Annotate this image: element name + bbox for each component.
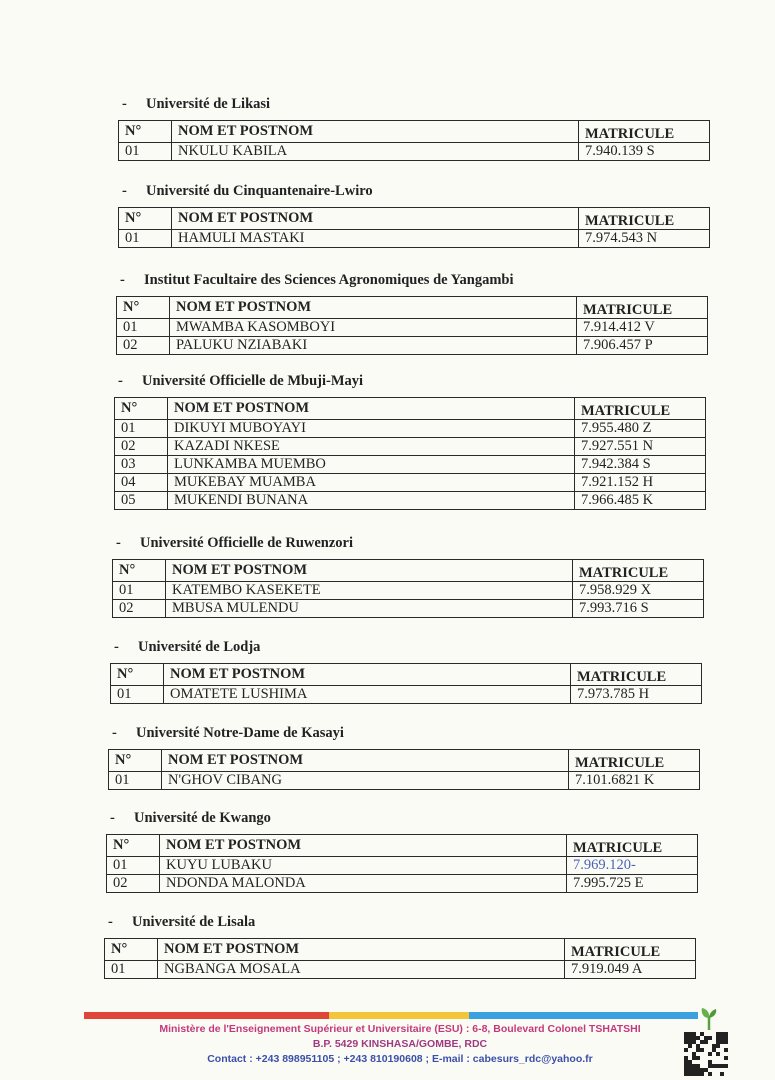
header-name: NOM ET POSTNOM <box>172 121 579 143</box>
header-matricule: MATRICULE <box>577 297 708 319</box>
sprout-logo-icon <box>698 1006 720 1030</box>
university-heading <box>120 270 708 290</box>
header-no: N° <box>119 121 172 143</box>
cell-name: OMATETE LUSHIMA <box>164 686 571 704</box>
qr-module <box>700 1068 704 1072</box>
qr-module <box>684 1072 688 1076</box>
qr-module <box>716 1052 720 1056</box>
cell-matricule: 7.940.139 S <box>579 143 710 161</box>
university-name: Université du Cinquantenaire-Lwiro <box>146 183 373 199</box>
header-name: NOM ET POSTNOM <box>162 750 569 772</box>
qr-module <box>688 1060 692 1064</box>
cell-matricule: 7.921.152 H <box>575 474 706 492</box>
table-row <box>113 582 704 600</box>
cell-no: 02 <box>115 438 168 456</box>
qr-module <box>704 1040 708 1044</box>
qr-module <box>712 1064 716 1068</box>
table-row <box>117 319 708 337</box>
qr-module <box>684 1064 688 1068</box>
cell-matricule: 7.966.485 K <box>575 492 706 510</box>
qr-module <box>684 1048 688 1052</box>
university-name: Université de Likasi <box>146 96 271 112</box>
cell-matricule: 7.101.6821 K <box>569 772 700 790</box>
qr-module <box>716 1044 720 1048</box>
cell-matricule: 7.973.785 H <box>571 686 702 704</box>
cell-no: 01 <box>115 420 168 438</box>
cell-matricule: 7.955.480 Z <box>575 420 706 438</box>
cell-no: 03 <box>115 456 168 474</box>
header-name: NOM ET POSTNOM <box>160 835 567 857</box>
cell-matricule: 7.942.384 S <box>575 456 706 474</box>
qr-module <box>704 1068 708 1072</box>
qr-module <box>708 1064 712 1068</box>
qr-module <box>724 1040 728 1044</box>
qr-module <box>684 1056 688 1060</box>
university-name: Université de Kwango <box>134 810 271 826</box>
list-dash: - <box>108 914 113 930</box>
university-heading <box>122 94 710 114</box>
qr-module <box>708 1060 712 1064</box>
table-header-row <box>107 835 698 857</box>
cell-name: KUYU LUBAKU <box>160 857 567 875</box>
university-name: Université de Lodja <box>138 639 261 655</box>
qr-module <box>688 1036 692 1040</box>
qr-module <box>724 1064 728 1068</box>
qr-module <box>712 1048 716 1052</box>
cell-name: NKULU KABILA <box>172 143 579 161</box>
university-section <box>116 533 704 618</box>
qr-module <box>684 1040 688 1044</box>
university-section <box>114 637 702 704</box>
qr-module <box>700 1032 704 1036</box>
qr-module <box>720 1036 724 1040</box>
university-name: Université Notre-Dame de Kasayi <box>136 725 344 741</box>
qr-module <box>692 1072 696 1076</box>
qr-module <box>684 1036 688 1040</box>
qr-module <box>692 1052 696 1056</box>
cell-name: HAMULI MASTAKI <box>172 230 579 248</box>
qr-module <box>696 1036 700 1040</box>
cell-name: MWAMBA KASOMBOYI <box>170 319 577 337</box>
qr-module <box>688 1044 692 1048</box>
university-heading <box>118 371 706 391</box>
student-table <box>104 938 696 979</box>
qr-module <box>724 1032 728 1036</box>
university-heading <box>114 637 702 657</box>
list-dash: - <box>120 272 125 288</box>
cell-no: 01 <box>111 686 164 704</box>
header-matricule: MATRICULE <box>579 208 710 230</box>
header-no: N° <box>113 560 166 582</box>
header-matricule: MATRICULE <box>565 939 696 961</box>
qr-module <box>696 1056 700 1060</box>
qr-module <box>708 1052 712 1056</box>
cell-matricule: 7.914.412 V <box>577 319 708 337</box>
university-name: Université Officielle de Mbuji-Mayi <box>142 373 364 389</box>
cell-no: 02 <box>107 875 160 893</box>
table-row <box>119 230 710 248</box>
list-dash: - <box>112 725 117 741</box>
qr-module <box>684 1032 688 1036</box>
qr-module <box>688 1068 692 1072</box>
cell-no: 02 <box>113 600 166 618</box>
university-heading <box>110 808 698 828</box>
cell-matricule: 7.974.543 N <box>579 230 710 248</box>
qr-module <box>688 1032 692 1036</box>
table-header-row <box>113 560 704 582</box>
header-no: N° <box>105 939 158 961</box>
university-name: Institut Facultaire des Sciences Agronomiques de Yangambi <box>144 272 514 288</box>
list-dash: - <box>114 639 119 655</box>
qr-module <box>696 1072 700 1076</box>
qr-module <box>688 1072 692 1076</box>
table-row <box>115 438 706 456</box>
list-dash: - <box>110 810 115 826</box>
qr-module <box>696 1068 700 1072</box>
table-header-row <box>109 750 700 772</box>
cell-no: 01 <box>107 857 160 875</box>
qr-module <box>696 1044 700 1048</box>
qr-module <box>708 1036 712 1040</box>
qr-code-icon <box>684 1032 728 1076</box>
table-row <box>119 143 710 161</box>
cell-no: 02 <box>117 337 170 355</box>
footer-bar-blue <box>469 1012 698 1019</box>
header-matricule: MATRICULE <box>567 835 698 857</box>
qr-module <box>704 1036 708 1040</box>
qr-module <box>716 1064 720 1068</box>
university-section <box>122 181 710 248</box>
student-table <box>114 397 706 510</box>
qr-module <box>716 1032 720 1036</box>
header-matricule: MATRICULE <box>569 750 700 772</box>
table-row <box>113 600 704 618</box>
qr-module <box>720 1064 724 1068</box>
table-row <box>109 772 700 790</box>
university-heading <box>122 181 710 201</box>
student-table <box>116 296 708 355</box>
header-no: N° <box>111 664 164 686</box>
footer-bar-red <box>84 1012 329 1019</box>
header-no: N° <box>115 398 168 420</box>
university-heading <box>112 723 700 743</box>
list-dash: - <box>122 183 127 199</box>
qr-module <box>684 1060 688 1064</box>
cell-name: LUNKAMBA MUEMBO <box>168 456 575 474</box>
cell-matricule: 7.927.551 N <box>575 438 706 456</box>
table-row <box>117 337 708 355</box>
table-header-row <box>117 297 708 319</box>
university-heading <box>116 533 704 553</box>
cell-matricule: 7.906.457 P <box>577 337 708 355</box>
qr-module <box>716 1040 720 1044</box>
cell-name: DIKUYI MUBOYAYI <box>168 420 575 438</box>
qr-module <box>692 1056 696 1060</box>
university-section <box>118 371 706 510</box>
cell-name: MUKENDI BUNANA <box>168 492 575 510</box>
table-header-row <box>119 208 710 230</box>
cell-name: NDONDA MALONDA <box>160 875 567 893</box>
qr-module <box>688 1064 692 1068</box>
qr-module <box>696 1048 700 1052</box>
cell-name: KATEMBO KASEKETE <box>166 582 573 600</box>
cell-no: 04 <box>115 474 168 492</box>
university-heading <box>108 912 696 932</box>
qr-module <box>684 1068 688 1072</box>
footer <box>120 1022 680 1067</box>
header-no: N° <box>117 297 170 319</box>
header-name: NOM ET POSTNOM <box>170 297 577 319</box>
cell-no: 01 <box>105 961 158 979</box>
cell-no: 01 <box>113 582 166 600</box>
cell-no: 01 <box>109 772 162 790</box>
university-section <box>120 270 708 355</box>
qr-module <box>724 1048 728 1052</box>
cell-no: 01 <box>117 319 170 337</box>
table-row <box>107 875 698 893</box>
table-header-row <box>111 664 702 686</box>
qr-module <box>720 1072 724 1076</box>
university-name: Université de Lisala <box>132 914 256 930</box>
qr-module <box>708 1072 712 1076</box>
header-no: N° <box>107 835 160 857</box>
university-section <box>110 808 698 893</box>
footer-bar-yellow <box>329 1012 469 1019</box>
qr-module <box>692 1036 696 1040</box>
student-table <box>118 207 710 248</box>
header-name: NOM ET POSTNOM <box>164 664 571 686</box>
table-row <box>115 456 706 474</box>
header-matricule: MATRICULE <box>575 398 706 420</box>
cell-no: 01 <box>119 143 172 161</box>
cell-name: N'GHOV CIBANG <box>162 772 569 790</box>
cell-matricule: 7.969.120- <box>567 857 698 875</box>
header-no: N° <box>119 208 172 230</box>
qr-module <box>688 1040 692 1044</box>
cell-no: 05 <box>115 492 168 510</box>
qr-module <box>716 1036 720 1040</box>
header-name: NOM ET POSTNOM <box>172 208 579 230</box>
header-name: NOM ET POSTNOM <box>168 398 575 420</box>
qr-module <box>700 1072 704 1076</box>
table-row <box>115 492 706 510</box>
footer-color-bar <box>84 1012 698 1019</box>
footer-contact-line: Contact : +243 898951105 ; +243 810190608 ; E-mail : cabesurs_rdc@yahoo.fr <box>207 1053 593 1065</box>
table-header-row <box>105 939 696 961</box>
university-section <box>112 723 700 790</box>
qr-module <box>712 1044 716 1048</box>
qr-module <box>720 1032 724 1036</box>
header-matricule: MATRICULE <box>579 121 710 143</box>
cell-name: KAZADI NKESE <box>168 438 575 456</box>
table-header-row <box>115 398 706 420</box>
footer-address-line: Ministère de l'Enseignement Supérieur et Universitaire (ESU) : 6-8, Boulevard Colonel TSHATSHI <box>159 1023 641 1035</box>
student-table <box>106 834 698 893</box>
qr-module <box>692 1064 696 1068</box>
header-matricule: MATRICULE <box>573 560 704 582</box>
footer-po-box-line: B.P. 5429 KINSHASA/GOMBE, RDC <box>312 1038 488 1050</box>
header-name: NOM ET POSTNOM <box>166 560 573 582</box>
cell-name: MBUSA MULENDU <box>166 600 573 618</box>
cell-name: NGBANGA MOSALA <box>158 961 565 979</box>
table-row <box>105 961 696 979</box>
header-no: N° <box>109 750 162 772</box>
university-section <box>108 912 696 979</box>
table-row <box>115 420 706 438</box>
list-dash: - <box>116 535 121 551</box>
list-dash: - <box>118 373 123 389</box>
cell-matricule: 7.919.049 A <box>565 961 696 979</box>
cell-name: PALUKU NZIABAKI <box>170 337 577 355</box>
qr-module <box>692 1040 696 1044</box>
qr-module <box>692 1068 696 1072</box>
cell-name: MUKEBAY MUAMBA <box>168 474 575 492</box>
student-table <box>112 559 704 618</box>
qr-module <box>720 1040 724 1044</box>
student-table <box>108 749 700 790</box>
qr-module <box>700 1040 704 1044</box>
table-header-row <box>119 121 710 143</box>
header-matricule: MATRICULE <box>571 664 702 686</box>
qr-module <box>696 1064 700 1068</box>
cell-no: 01 <box>119 230 172 248</box>
qr-module <box>724 1056 728 1060</box>
cell-matricule: 7.958.929 X <box>573 582 704 600</box>
cell-matricule: 7.995.725 E <box>567 875 698 893</box>
qr-module <box>692 1032 696 1036</box>
qr-module <box>700 1048 704 1052</box>
university-name: Université Officielle de Ruwenzori <box>140 535 354 551</box>
table-row <box>107 857 698 875</box>
table-row <box>111 686 702 704</box>
student-table <box>110 663 702 704</box>
list-dash: - <box>122 96 127 112</box>
qr-module <box>724 1036 728 1040</box>
university-section <box>122 94 710 161</box>
student-table <box>118 120 710 161</box>
header-name: NOM ET POSTNOM <box>158 939 565 961</box>
cell-matricule: 7.993.716 S <box>573 600 704 618</box>
table-row <box>115 474 706 492</box>
